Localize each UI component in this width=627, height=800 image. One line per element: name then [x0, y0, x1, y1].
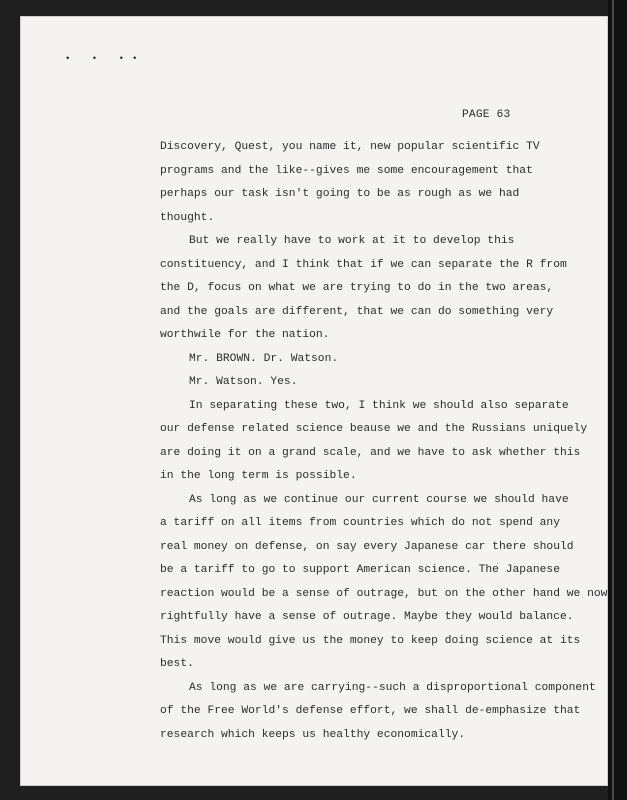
speaker-line: Mr. Watson. Yes.: [189, 376, 298, 388]
text-line: be a tariff to go to support American science. The Japanese: [160, 564, 560, 576]
text-line: best.: [160, 658, 194, 670]
text-line: of the Free World's defense effort, we shall de-emphasize that: [160, 705, 581, 717]
text-line: a tariff on all items from countries which do not spend any: [160, 517, 560, 529]
text-line: As long as we are carrying--such a disproportional component: [189, 681, 596, 694]
text-line: and the goals are different, that we can do something very: [160, 305, 554, 318]
text-line: But we really have to work at it to develop this: [189, 235, 515, 247]
text-line: This move would give us the money to keep doing science at its: [160, 634, 581, 647]
text-line: As long as we continue our current course we should have: [189, 493, 569, 506]
scan-border-right: [608, 0, 627, 800]
text-line: real money on defense, on say every Japanese car there should: [160, 540, 574, 553]
text-line: the D, focus on what we are trying to do in the two areas,: [160, 282, 554, 294]
text-line: are doing it on a grand scale, and we have to ask whether this: [160, 446, 581, 459]
text-line: thought.: [160, 211, 215, 224]
text-line: rightfully have a sense of outrage. Maybe they would balance.: [160, 611, 574, 623]
text-line: in the long term is possible.: [160, 470, 357, 482]
scan-border-line: [612, 0, 614, 800]
text-line: research which keeps us healthy economically.: [160, 728, 466, 741]
text-line: In separating these two, I think we should also separate: [189, 399, 569, 412]
text-line: worthwile for the nation.: [160, 329, 330, 341]
text-line: reaction would be a sense of outrage, but on the other hand we now: [160, 587, 608, 600]
text-line: Discovery, Quest, you name it, new popular scientific TV: [160, 141, 540, 153]
text-line: perhaps our task isn't going to be as rough as we had: [160, 188, 520, 200]
page-number: PAGE 63: [462, 109, 511, 121]
speaker-line: Mr. BROWN. Dr. Watson.: [189, 352, 339, 365]
stray-marks: • • ••: [65, 54, 146, 64]
text-line: programs and the like--gives me some encouragement that: [160, 164, 533, 177]
text-line: constituency, and I think that if we can separate the R from: [160, 258, 567, 271]
text-line: our defense related science beause we and the Russians uniquely: [160, 423, 588, 435]
document-text: [160, 136, 608, 747]
